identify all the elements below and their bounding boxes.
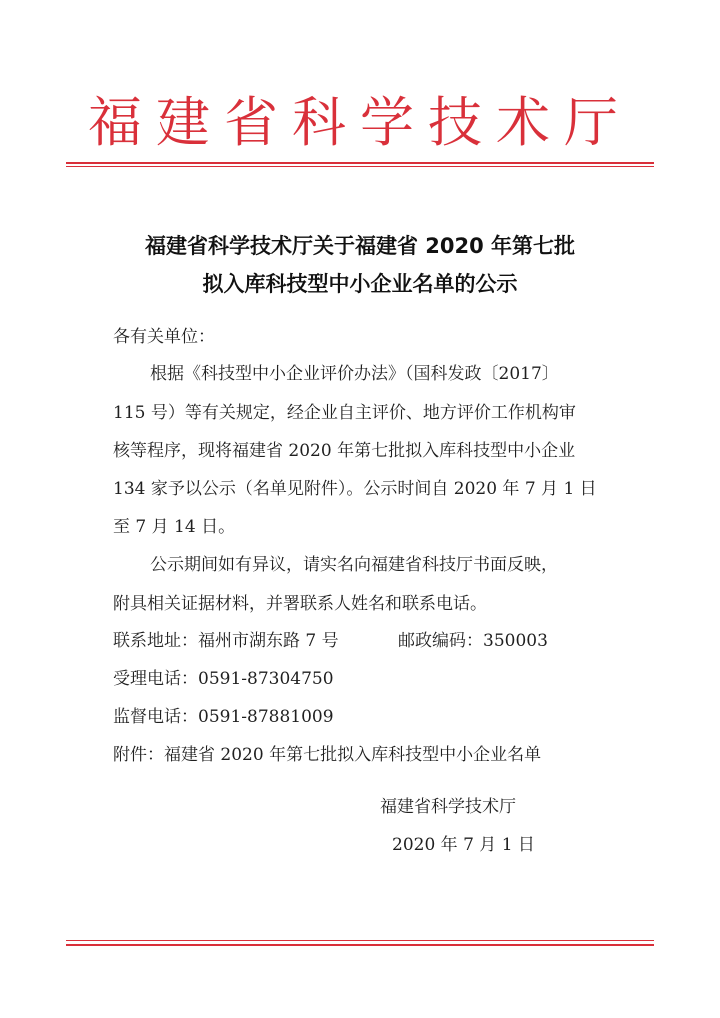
signature-organization: 福建省科学技术厅 (380, 797, 516, 817)
letterhead-rule-thin (66, 166, 654, 167)
postal-code: 邮政编码：350003 (398, 631, 548, 651)
reception-phone: 受理电话：0591-87304750 (113, 669, 334, 689)
contact-address: 联系地址：福州市湖东路 7 号 (113, 631, 339, 651)
document-title-line-2: 拟入库科技型中小企业名单的公示 (202, 272, 518, 296)
para1-line-3: 核等程序，现将福建省 2020 年第七批拟入库科技型中小企业 (113, 441, 576, 461)
para2-line-2: 附具相关证据材料，并署联系人姓名和联系电话。 (113, 594, 487, 614)
para1-line-5: 至 7 月 14 日。 (113, 517, 236, 537)
para1-line-2: 115 号）等有关规定，经企业自主评价、地方评价工作机构审 (113, 403, 576, 423)
signature-date: 2020 年 7 月 1 日 (392, 835, 535, 855)
para1-line-1: 根据《科技型中小企业评价办法》（国科发政〔2017〕 (150, 364, 559, 384)
document-title-line-1: 福建省科学技术厅关于福建省 2020 年第七批 (144, 234, 576, 258)
footer-rule-thick (66, 944, 654, 946)
para1-line-4: 134 家予以公示（名单见附件）。公示时间自 2020 年 7 月 1 日 (113, 479, 597, 499)
footer-rule-thin (66, 940, 654, 941)
salutation: 各有关单位： (113, 327, 215, 347)
attachment-note: 附件：福建省 2020 年第七批拟入库科技型中小企业名单 (113, 745, 542, 765)
para2-line-1: 公示期间如有异议，请实名向福建省科技厅书面反映， (150, 555, 558, 575)
letterhead-rule-thick (66, 162, 654, 164)
letterhead-title: 福建省科学技术厅 (88, 91, 632, 154)
supervision-phone: 监督电话：0591-87881009 (113, 707, 334, 727)
